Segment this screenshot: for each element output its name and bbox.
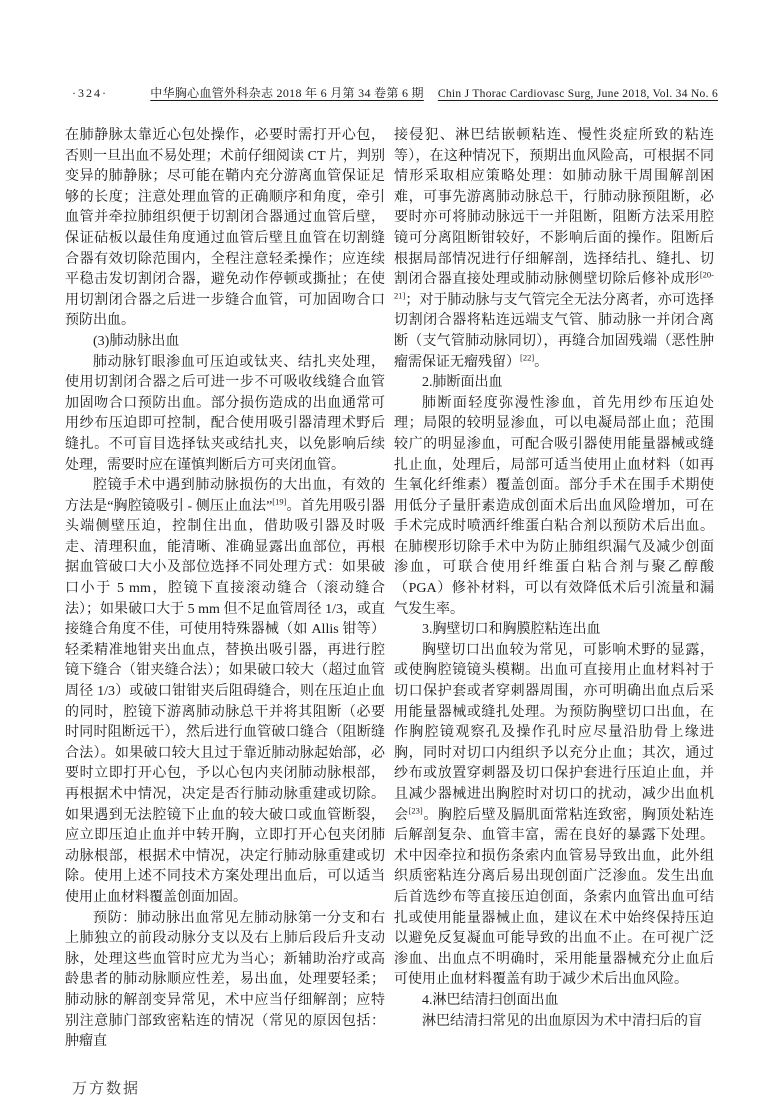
text-run: 2.肺断面出血	[422, 375, 503, 391]
paragraph	[65, 353, 385, 477]
paragraph	[394, 126, 714, 373]
section-heading	[394, 991, 714, 1012]
text-run: 接侵犯、淋巴结嵌顿粘连、慢性炎症所致的粘连等），在这种情况下，预期出血风险高，可根据不同情形采取相应策略处理：如肺动脉干周围解剖困难，可事先游离肺动脉总干，行肺动脉预阻断，必要时亦可将肺动脉远干一并阻断，阻断方法采用腔镜可分离阻断钳较好，不影响后面的操作。阻断后根据局部情况进行仔细解剖，选择结扎、缝扎、切割闭合器直接处理或肺动脉侧壁切除后修补成形	[394, 128, 714, 288]
text-run: 在肺静脉太靠近心包处操作，必要时需打开心包，否则一旦出血不易处理；术前仔细阅读 CT 片，判别变异的肺静脉；尽可能在鞘内充分游离血管保证足够的长度；注意处理血管的正确顺序和角度，牵引血管并牵拉肺组织便于切割闭合器通过血管后壁，保证砧板以最佳角度通过血管后壁且血管在切割缝合器有效切除范围内，全程注意轻柔操作；应连续平稳击发切割闭合器，避免动作停顿或撕扯；在使用切割闭合器之后进一步缝合血管，可加固吻合口预防出血。	[65, 128, 385, 329]
text-run: 。首先用吸引器头端侧壁压迫，控制住出血，借助吸引器及时吸走、清理积血，能清晰、准确显露出血部位，再根据血管破口大小及部位选择不同处理方式：如果破口小于 5 mm，腔镜下直接滚动缝合（滚动缝合法）；如果破口大于 5 mm 但不足血管周径 1/3，或直接缝合角度不佳，可使用特殊器械（如 Allis 钳等）轻柔精准地钳夹出血点，替换出吸引器，再进行腔镜下缝合（钳夹缝合法）；如果破口较大（超过血管周径 1/3）或破口钳钳夹后阻碍缝合，则在压迫止血的同时，腔镜下游离肺动脉总干并将其阻断（必要时同时阻断远干），然后进行血管破口缝合（阻断缝合法）。如果破口较大且过于靠近肺动脉起始部，必要时立即打开心包，予以心包内夹闭肺动脉根部，再根据术中情况，决定是否行肺动脉重建或切除。如果遇到无法腔镜下止血的较大破口或血管断裂，应立即压迫止血并中转开胸，立即打开心包夹闭肺动脉根部，根据术中情况，决定行肺动脉重建或切除。使用上述不同技术方案处理出血后，可以适当使用止血材料覆盖创面加固。	[65, 498, 385, 905]
page-number: ·324·	[72, 86, 108, 100]
left-column	[65, 126, 385, 1053]
text-run: ；对于肺动脉与支气管完全无法分离者，亦可选择切割闭合器将粘连远端支气管、肺动脉一并闭合离断（支气管肺动脉同切），再缝合加固残端（恶性肿瘤需保证无瘤残留）	[394, 292, 714, 370]
text-run: 4.淋巴结清扫创面出血	[422, 992, 559, 1008]
text-run: 。	[534, 354, 549, 370]
text-run: (3)肺动脉出血	[93, 333, 180, 349]
paragraph	[65, 126, 385, 332]
paragraph	[65, 909, 385, 1053]
text-run: 3.胸壁切口和胸膜腔粘连出血	[422, 622, 601, 638]
section-heading	[394, 373, 714, 394]
text-run: 淋巴结清扫常见的出血原因为术中清扫后的盲	[422, 1013, 702, 1029]
page-header	[72, 84, 718, 101]
section-heading	[65, 332, 385, 353]
watermark: 万方数据	[72, 1080, 141, 1097]
text-run: 胸壁切口出血较为常见，可影响术野的显露，或使胸腔镜镜头模糊。出血可直接用止血材料衬于切口保护套或者穿刺器周围，亦可明确出血点后采用能量器械或缝扎处理。为预防胸壁切口出血，在作胸腔镜观察孔及操作孔时应尽量沿肋骨上缘进胸，同时对切口内组织予以充分止血；其次，通过纱布或放置穿刺器及切口保护套进行压迫止血，并且减少器械进出胸腔时对切口的扰动，减少出血机会	[394, 642, 714, 823]
right-column	[394, 126, 714, 1032]
paragraph	[394, 641, 714, 991]
text-run: 预防：肺动脉出血常见左肺动脉第一分支和右上肺独立的前段动脉分支以及右上肺后段后升支动脉，处理这些血管时应尤为当心；新辅助治疗或高龄患者的肺动脉顺应性差，易出血，处理要轻柔；肺动脉的解剖变异常见，术中应当仔细解剖；应特别注意肺门部致密粘连的情况（常见的原因包括：肿瘤直	[65, 910, 385, 1050]
paragraph	[394, 1012, 714, 1033]
paragraph	[65, 476, 385, 908]
reference-superscript: [23]	[408, 804, 423, 815]
reference-superscript: [22]	[520, 351, 535, 362]
text-run: 。胸腔后壁及膈肌面常粘连致密，胸顶处粘连后解剖复杂、血管丰富，需在良好的暴露下处理。术中因牵拉和损伤条索内血管易导致出血，此外组织质密粘连分离后易出现创面广泛渗血。发生出血后首选纱布等直接压迫创面，条索内血管出血可结扎或使用能量器械止血，建议在术中始终保持压迫以避免反复凝血可能导致的出血不止。在可视广泛渗血、出血点不明确时，采用能量器械充分止血后可使用止血材料覆盖有助于减少术后出血风险。	[394, 807, 715, 988]
running-head	[150, 84, 718, 101]
section-heading	[394, 620, 714, 641]
text-run: 腔镜手术中遇到肺动脉损伤的大出血，有效的方法是“胸腔镜吸引 - 侧压止血法”	[65, 478, 385, 514]
reference-superscript: [20-21]	[394, 269, 714, 301]
reference-superscript: [19]	[272, 496, 287, 507]
paragraph	[394, 394, 714, 621]
text-run: 肺断面轻度弥漫性渗血，首先用纱布压迫处理；局限的较明显渗血，可以电凝局部止血；范围较广的明显渗血，可配合吸引器使用能量器械或缝扎止血，处理后，局部可适当使用止血材料（如再生氧化纤维素）覆盖创面。部分手术在围手术期使用低分子量肝素造成创面术后出血风险增加，可在手术完成时喷洒纤维蛋白粘合剂以预防术后出血。在肺楔形切除手术中为防止肺组织漏气及减少创面渗血，可联合使用纤维蛋白粘合剂与聚乙醇酸（PGA）修补材料，可以有效降低术后引流量和漏气发生率。	[394, 395, 714, 617]
journal-title-en: Chin J Thorac Cardiovasc Surg, June 2018, Vol. 34 No. 6	[437, 88, 718, 100]
text-run: 肺动脉钉眼渗血可压迫或钛夹、结扎夹处理，使用切割闭合器之后可进一步不可吸收线缝合血管加固吻合口预防出血。部分损伤造成的出血通常可用纱布压迫即可控制，配合使用吸引器清理术野后缝扎。不可盲目选择钛夹或结扎夹，以免影响后续处理，需要时应在谨慎判断后方可夹闭血管。	[65, 354, 385, 473]
journal-title-cn: 中华胸心血管外科杂志 2018 年 6 月第 34 卷第 6 期	[150, 86, 424, 100]
